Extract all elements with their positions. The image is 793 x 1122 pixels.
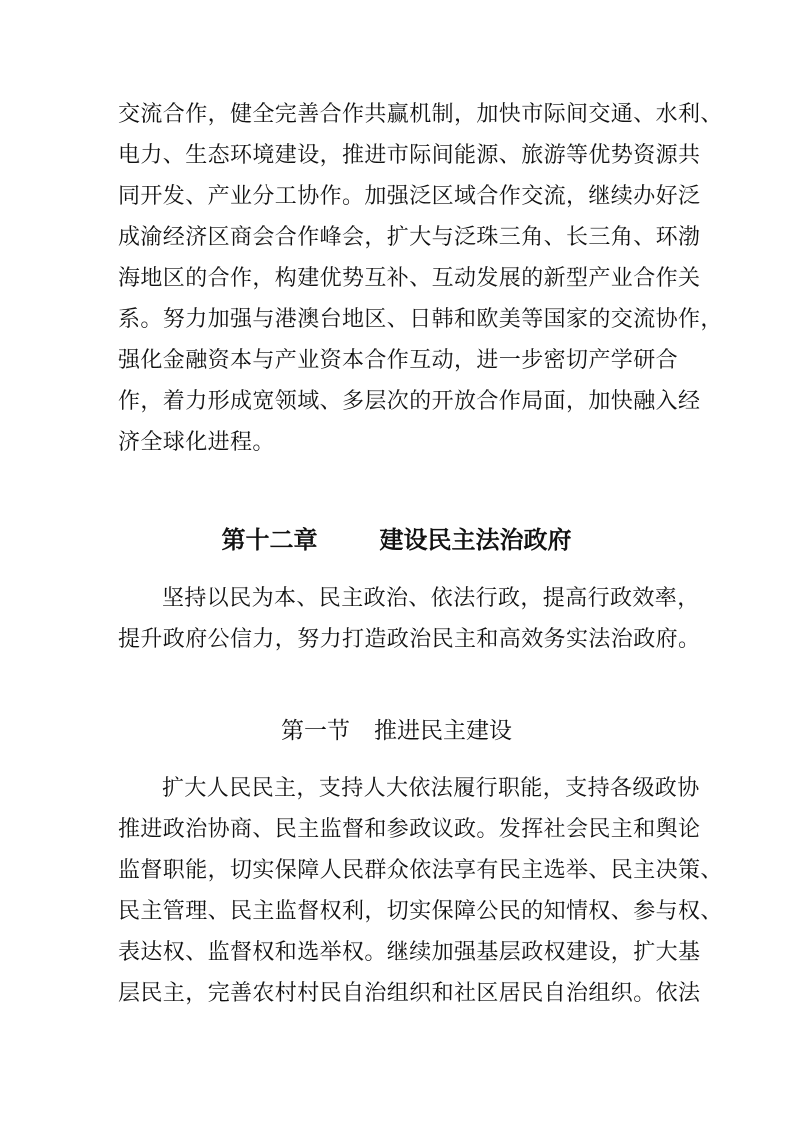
text-line: 强化金融资本与产业资本合作互动，进一步密切产学研合 [118, 348, 679, 373]
text-line: 层民主，完善农村村民自治组织和社区居民自治组织。依法 [118, 981, 701, 1006]
section-number: 第一节 [281, 718, 350, 744]
text-line: 表达权、监督权和选举权。继续加强基层政权建设，扩大基 [118, 940, 701, 965]
section-title: 推进民主建设 [374, 718, 512, 744]
text-line: 系。努力加强与港澳台地区、日韩和欧美等国家的交流协作， [118, 307, 723, 332]
text-line: 作，着力形成宽领域、多层次的开放合作局面，加快融入经 [118, 389, 701, 414]
text-line: 扩大人民民主，支持人大依法履行职能，支持各级政协 [162, 776, 700, 801]
text-line: 电力、生态环境建设，推进市际间能源、旅游等优势资源共 [118, 143, 701, 168]
text-line: 提升政府公信力，努力打造政治民主和高效务实法治政府。 [118, 627, 701, 652]
text-line: 民主管理、民主监督权利，切实保障公民的知情权、参与权、 [118, 899, 723, 924]
chapter-heading [0, 524, 793, 556]
text-line: 海地区的合作，构建优势互补、互动发展的新型产业合作关 [118, 266, 701, 291]
chapter-title: 建设民主法治政府 [379, 526, 572, 554]
text-line: 成渝经济区商会合作峰会，扩大与泛珠三角、长三角、环渤 [118, 225, 701, 250]
text-line: 推进政治协商、民主监督和参政议政。发挥社会民主和舆论 [118, 817, 701, 842]
section-heading [0, 715, 793, 747]
text-line: 济全球化进程。 [118, 430, 275, 455]
text-line: 交流合作，健全完善合作共赢机制，加快市际间交通、水利、 [118, 102, 723, 127]
text-line: 同开发、产业分工协作。加强泛区域合作交流，继续办好泛 [118, 184, 701, 209]
chapter-number: 第十二章 [221, 526, 318, 554]
text-line: 监督职能，切实保障人民群众依法享有民主选举、民主决策、 [118, 858, 723, 883]
text-line: 坚持以民为本、民主政治、依法行政，提高行政效率， [162, 586, 700, 611]
